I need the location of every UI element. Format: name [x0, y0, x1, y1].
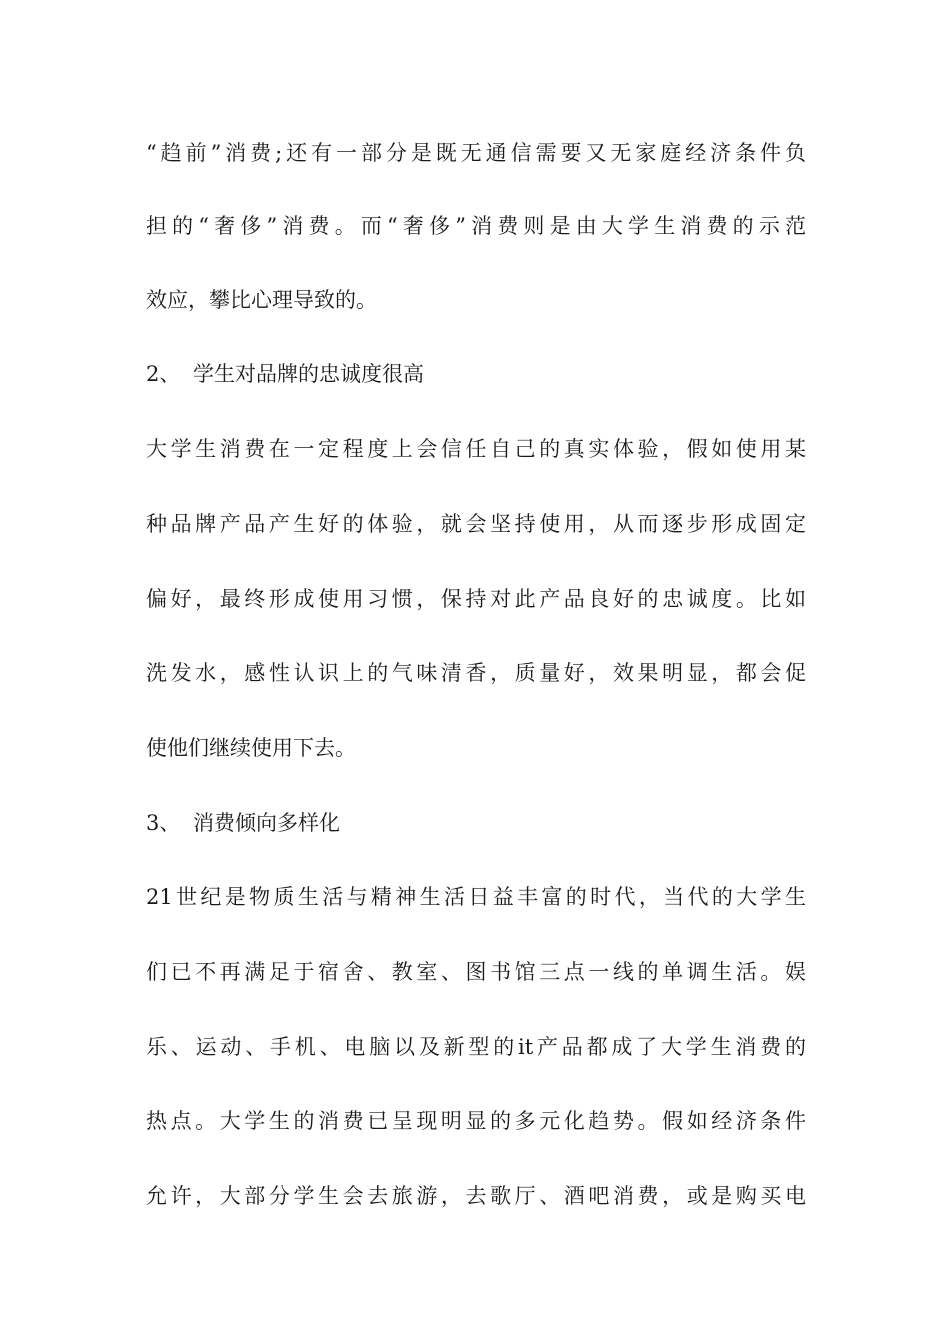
section-title-2: 学生对品牌的忠诚度很高: [193, 362, 424, 386]
paragraph-3-line-1: 21世纪是物质生活与精神生活日益丰富的时代，当代的大学生: [146, 885, 806, 909]
paragraph-3-line-4: 热点。大学生的消费已呈现明显的多元化趋势。假如经济条件: [146, 1109, 806, 1133]
paragraph-2-line-3: 偏好，最终形成使用习惯，保持对此产品良好的忠诚度。比如: [146, 587, 806, 611]
paragraph-2-line-1: 大学生消费在一定程度上会信任自己的真实体验，假如使用某: [146, 437, 806, 461]
paragraph-1-line-1: “趋前”消费;还有一部分是既无通信需要又无家庭经济条件负: [146, 141, 806, 165]
paragraph-2-line-5: 使他们继续使用下去。: [146, 736, 356, 760]
paragraph-3-line-3: 乐、运动、手机、电脑以及新型的it产品都成了大学生消费的: [146, 1035, 806, 1059]
section-title-3: 消费倾向多样化: [193, 811, 340, 835]
paragraph-3-line-2: 们已不再满足于宿舍、教室、图书馆三点一线的单调生活。娱: [146, 960, 806, 984]
paragraph-2-line-2: 种品牌产品产生好的体验，就会坚持使用，从而逐步形成固定: [146, 512, 806, 536]
section-number-3: 3、: [146, 811, 181, 835]
paragraph-2-line-4: 洗发水，感性认识上的气味清香，质量好，效果明显，都会促: [146, 661, 806, 685]
section-heading-3: [146, 806, 806, 840]
paragraph-3-line-5: 允许，大部分学生会去旅游，去歌厅、酒吧消费，或是购买电: [146, 1184, 806, 1208]
section-heading-2: [146, 357, 806, 391]
paragraph-1-line-3: 效应，攀比心理导致的。: [146, 288, 377, 312]
section-number-2: 2、: [146, 362, 181, 386]
paragraph-1-line-2: 担的“奢侈”消费。而“奢侈”消费则是由大学生消费的示范: [146, 214, 806, 238]
